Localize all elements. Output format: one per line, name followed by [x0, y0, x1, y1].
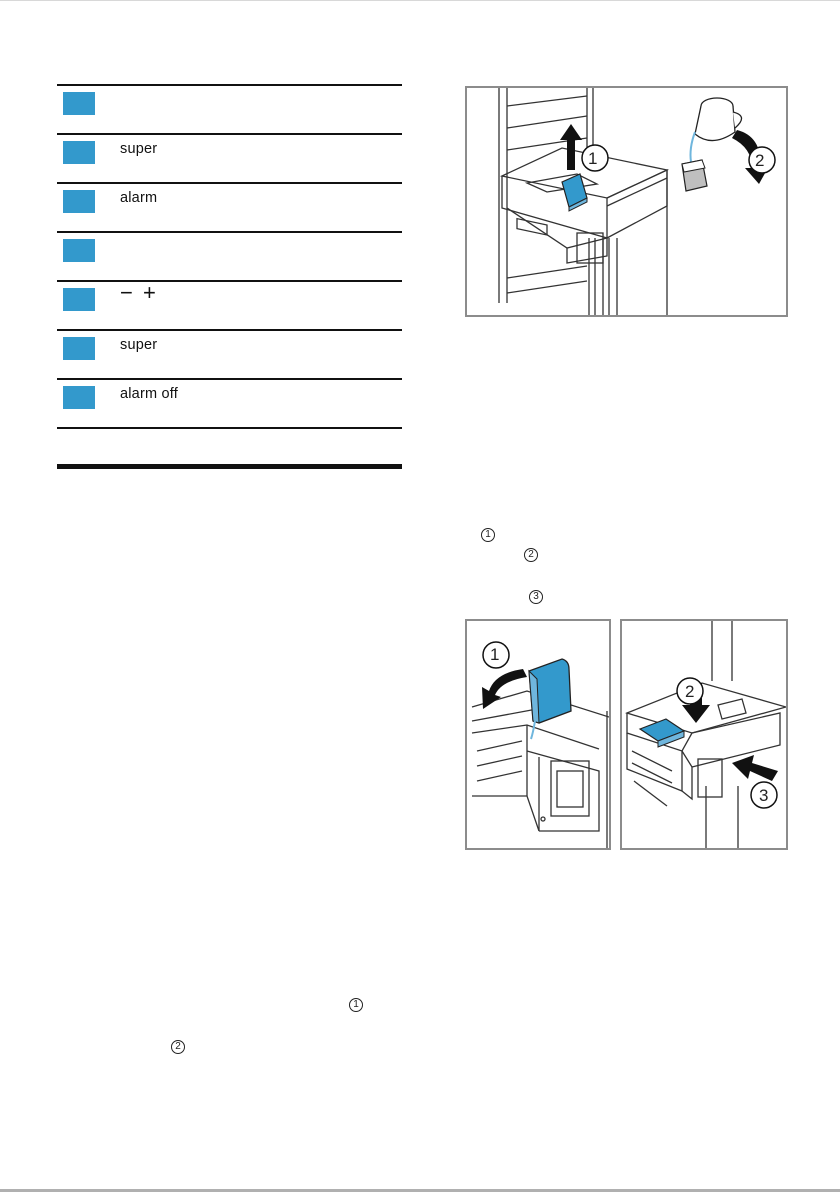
- figure-close-drawer: [620, 619, 788, 850]
- indicator-square: [63, 92, 95, 115]
- callout-3: 3: [759, 786, 769, 805]
- callout-1: 1: [588, 149, 598, 168]
- table-row: [57, 378, 402, 427]
- minus-plus-symbol: − +: [120, 280, 158, 305]
- figure-remove-fill-insert: [465, 86, 788, 317]
- indicator-square: [63, 190, 95, 213]
- step-marker: 1: [349, 998, 363, 1012]
- row-label: super: [120, 141, 158, 157]
- table-row: [57, 133, 402, 182]
- top-border: [0, 0, 840, 1]
- callout-2: 2: [685, 682, 695, 701]
- indicator-square: [63, 386, 95, 409]
- figure-insert-reservoir: [465, 619, 611, 850]
- row-label: alarm: [120, 190, 158, 206]
- table-row: [57, 84, 402, 133]
- table-row: [57, 329, 402, 378]
- step-marker: 1: [481, 528, 495, 542]
- table-row: [57, 182, 402, 231]
- row-label: alarm off: [120, 386, 178, 402]
- table-bottom-rule: [57, 427, 402, 429]
- indicator-square: [63, 337, 95, 360]
- indicator-square: [63, 239, 95, 262]
- step-marker: 2: [171, 1040, 185, 1054]
- indicator-square: [63, 141, 95, 164]
- step-marker: 3: [529, 590, 543, 604]
- insert-illustration: [467, 621, 609, 848]
- indicator-table: [57, 84, 402, 429]
- section-divider: [57, 464, 402, 469]
- drawer-illustration: [467, 88, 786, 315]
- table-row: [57, 280, 402, 329]
- callout-2: 2: [755, 151, 765, 170]
- table-row: [57, 231, 402, 280]
- step-marker: 2: [524, 548, 538, 562]
- indicator-square: [63, 288, 95, 311]
- callout-1: 1: [490, 645, 500, 664]
- row-label: super: [120, 337, 158, 353]
- close-illustration: [622, 621, 786, 848]
